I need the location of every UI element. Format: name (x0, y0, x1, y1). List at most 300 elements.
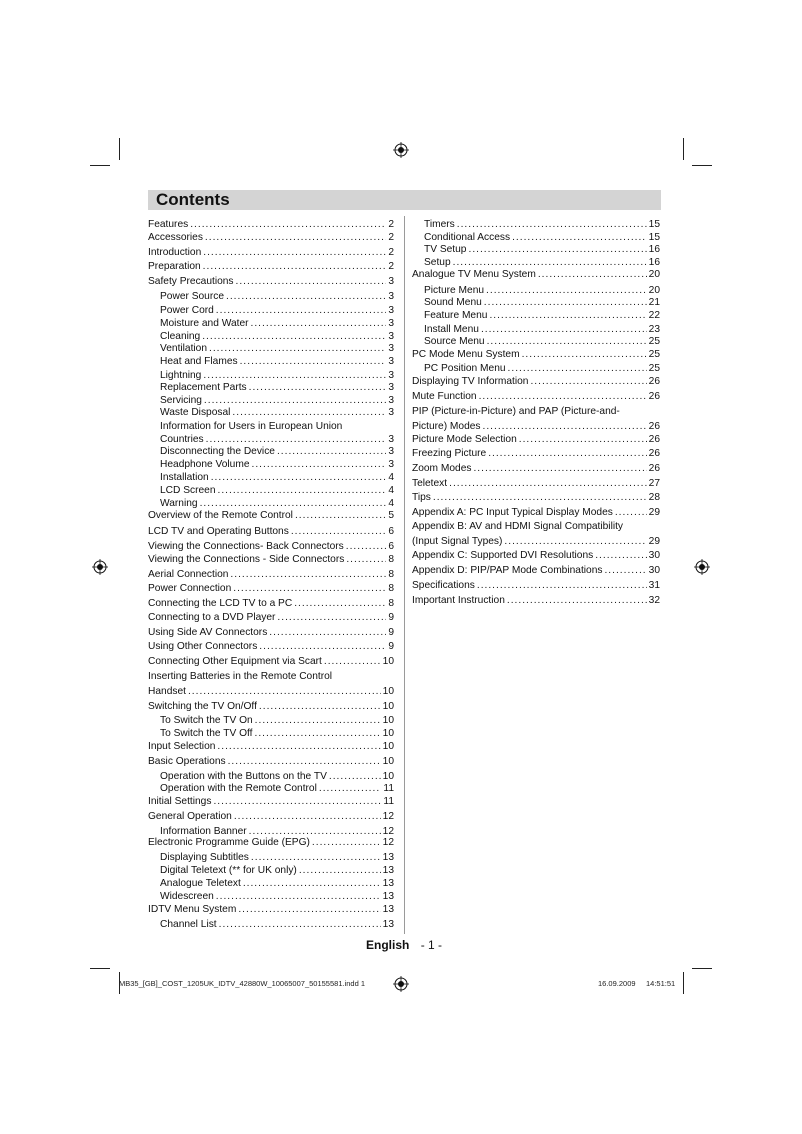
toc-entry-title: PC Mode Menu System (412, 349, 520, 360)
toc-entry (412, 521, 660, 533)
toc-entry-page: 28 (648, 492, 660, 503)
toc-entry-page: 3 (388, 446, 394, 457)
toc-entry-title: Servicing (160, 395, 202, 406)
toc-entry-title: PC Position Menu (424, 363, 506, 374)
toc-entry-title: LCD Screen (160, 485, 216, 496)
toc-entry-title: Digital Teletext (** for UK only) (160, 865, 297, 876)
toc-entry (412, 492, 660, 504)
toc-right-column (412, 217, 660, 617)
toc-entry (148, 370, 394, 382)
toc-entry (148, 498, 394, 510)
toc-entry-title: Appendix D: PIP/PAP Mode Combinations (412, 565, 603, 576)
toc-entry (148, 865, 394, 877)
toc-entry (412, 257, 660, 269)
toc-entry (148, 771, 394, 783)
toc-dot-leader (219, 919, 381, 931)
toc-entry (412, 310, 660, 322)
toc-entry-page: 20 (648, 269, 660, 280)
toc-dot-leader (504, 536, 646, 548)
toc-entry-page: 2 (388, 219, 394, 230)
toc-entry-title: Important Instruction (412, 595, 505, 606)
toc-entry (148, 811, 394, 823)
contents-heading-bar (148, 190, 661, 210)
toc-entry-page: 13 (382, 904, 394, 915)
toc-dot-leader (277, 612, 386, 624)
toc-entry (148, 919, 394, 931)
registration-mark-icon (694, 559, 710, 575)
crop-mark (692, 968, 712, 969)
toc-entry-title: Viewing the Connections - Side Connectors (148, 554, 345, 565)
toc-entry (148, 796, 394, 808)
toc-entry-page: 10 (382, 656, 394, 667)
toc-entry-title: To Switch the TV Off (160, 728, 253, 739)
toc-dot-leader (595, 550, 646, 562)
toc-entry (148, 291, 394, 303)
toc-entry-page: 9 (388, 627, 394, 638)
toc-entry (148, 671, 394, 683)
toc-entry-title: Analogue TV Menu System (412, 269, 536, 280)
toc-entry-page: 3 (388, 459, 394, 470)
toc-entry-title: Lightning (160, 370, 202, 381)
toc-entry (148, 656, 394, 668)
toc-entry-title: Waste Disposal (160, 407, 231, 418)
toc-dot-leader (468, 244, 646, 256)
toc-entry-page: 31 (648, 580, 660, 591)
toc-entry (412, 297, 660, 309)
toc-entry-page: 3 (388, 305, 394, 316)
toc-entry (148, 459, 394, 471)
toc-dot-leader (236, 276, 387, 288)
toc-dot-leader (324, 656, 381, 668)
toc-entry-title: Operation with the Remote Control (160, 783, 317, 794)
toc-entry (412, 406, 660, 418)
crop-mark (692, 165, 712, 166)
toc-dot-leader (209, 343, 386, 355)
toc-entry-page: 26 (648, 463, 660, 474)
toc-entry-title: Installation (160, 472, 209, 483)
toc-entry (412, 219, 660, 231)
toc-dot-leader (228, 756, 381, 768)
toc-entry (412, 421, 660, 433)
toc-entry-title: Picture Mode Selection (412, 434, 517, 445)
toc-entry-title: Connecting the LCD TV to a PC (148, 598, 293, 609)
toc-entry-page: 20 (648, 285, 660, 296)
toc-dot-leader (240, 356, 387, 368)
toc-entry-title: Introduction (148, 247, 202, 258)
toc-entry-title: Conditional Access (424, 232, 511, 243)
toc-entry-page: 16 (648, 257, 660, 268)
toc-entry (412, 244, 660, 256)
toc-entry-title: Tips (412, 492, 431, 503)
toc-dot-leader (251, 318, 387, 330)
toc-dot-leader (203, 370, 386, 382)
toc-entry-page: 8 (388, 569, 394, 580)
toc-dot-leader (312, 837, 381, 849)
toc-entry-title: Moisture and Water (160, 318, 249, 329)
toc-entry-title: Power Cord (160, 305, 214, 316)
toc-dot-leader (202, 331, 386, 343)
toc-entry (412, 536, 660, 548)
toc-dot-leader (481, 324, 647, 336)
toc-entry-title: Warning (160, 498, 198, 509)
toc-dot-leader (486, 285, 647, 297)
toc-entry-page: 9 (388, 641, 394, 652)
toc-dot-leader (319, 783, 382, 795)
toc-entry-page: 9 (388, 612, 394, 623)
toc-dot-leader (206, 434, 387, 446)
toc-entry-page: 11 (383, 783, 394, 794)
toc-entry-title: Install Menu (424, 324, 479, 335)
toc-entry-page: 3 (388, 276, 394, 287)
toc-dot-leader (238, 904, 380, 916)
toc-entry-page: 10 (382, 728, 394, 739)
footer-language: English (366, 938, 410, 952)
toc-dot-leader (204, 395, 386, 407)
toc-dot-leader (251, 852, 381, 864)
toc-entry (412, 391, 660, 403)
toc-entry-title: Operation with the Buttons on the TV (160, 771, 327, 782)
toc-entry (148, 356, 394, 368)
page-footer (366, 938, 442, 952)
toc-dot-leader (216, 891, 381, 903)
toc-entry-page: 3 (388, 343, 394, 354)
toc-dot-leader (291, 526, 387, 538)
crop-mark (90, 165, 110, 166)
toc-entry-title: Feature Menu (424, 310, 488, 321)
toc-entry (412, 285, 660, 297)
toc-entry-page: 23 (648, 324, 660, 335)
toc-dot-leader (512, 232, 647, 244)
toc-entry-page: 3 (388, 434, 394, 445)
toc-dot-leader (277, 446, 386, 458)
toc-entry-title: Power Source (160, 291, 224, 302)
toc-entry (148, 434, 394, 446)
toc-entry (148, 891, 394, 903)
toc-entry-page: 12 (382, 811, 394, 822)
toc-entry (148, 472, 394, 484)
toc-entry-page: 10 (382, 686, 394, 697)
toc-dot-leader (249, 382, 387, 394)
toc-entry-title: Appendix B: AV and HDMI Signal Compatibility (412, 521, 624, 532)
toc-entry-page: 22 (648, 310, 660, 321)
toc-entry-title: Switching the TV On/Off (148, 701, 257, 712)
toc-entry-title: Setup (424, 257, 451, 268)
toc-entry (148, 904, 394, 916)
toc-entry-title: Zoom Modes (412, 463, 472, 474)
toc-entry-page: 3 (388, 318, 394, 329)
toc-dot-leader (487, 336, 647, 348)
toc-entry (148, 510, 394, 522)
crop-mark (119, 138, 120, 160)
toc-dot-leader (188, 686, 381, 698)
toc-entry-title: Channel List (160, 919, 217, 930)
toc-entry-title: (Input Signal Types) (412, 536, 503, 547)
toc-entry (148, 318, 394, 330)
toc-entry (148, 331, 394, 343)
toc-entry (148, 686, 394, 698)
toc-dot-leader (200, 498, 387, 510)
toc-entry-page: 29 (648, 536, 660, 547)
toc-entry-page: 27 (648, 478, 660, 489)
toc-dot-leader (203, 247, 386, 259)
toc-entry-page: 13 (382, 865, 394, 876)
toc-dot-leader (203, 261, 387, 273)
toc-entry-page: 12 (382, 837, 394, 848)
toc-entry-page: 25 (648, 363, 660, 374)
toc-entry-title: Displaying Subtitles (160, 852, 249, 863)
toc-entry-page: 10 (382, 741, 394, 752)
toc-entry-title: Headphone Volume (160, 459, 250, 470)
toc-entry-title: Widescreen (160, 891, 214, 902)
toc-dot-leader (218, 485, 387, 497)
toc-entry-page: 10 (382, 715, 394, 726)
toc-entry-title: Connecting to a DVD Player (148, 612, 276, 623)
toc-entry-page: 13 (382, 852, 394, 863)
toc-entry-title: Specifications (412, 580, 475, 591)
toc-entry-page: 26 (648, 376, 660, 387)
toc-entry (412, 463, 660, 475)
toc-entry (148, 541, 394, 553)
toc-entry-page: 30 (648, 565, 660, 576)
toc-dot-leader (205, 232, 386, 244)
toc-dot-leader (233, 583, 386, 595)
toc-entry-page: 4 (388, 498, 394, 509)
toc-entry-page: 10 (382, 771, 394, 782)
toc-dot-leader (269, 627, 386, 639)
toc-dot-leader (538, 269, 647, 281)
toc-entry-title: Cleaning (160, 331, 201, 342)
toc-entry (148, 421, 394, 433)
toc-entry-title: Teletext (412, 478, 448, 489)
toc-dot-leader (433, 492, 647, 504)
toc-entry (148, 783, 394, 795)
toc-entry (148, 878, 394, 890)
toc-entry-title: Freezing Picture (412, 448, 487, 459)
toc-entry (412, 580, 660, 592)
crop-mark (90, 968, 110, 969)
toc-entry-title: Countries (160, 434, 204, 445)
toc-dot-leader (508, 363, 647, 375)
toc-entry-title: Information for Users in European Union (160, 421, 343, 432)
toc-entry (412, 507, 660, 519)
toc-entry (148, 569, 394, 581)
toc-entry (148, 627, 394, 639)
toc-entry-title: Using Other Connectors (148, 641, 258, 652)
toc-dot-leader (299, 865, 381, 877)
toc-entry (148, 728, 394, 740)
toc-entry-page: 8 (388, 554, 394, 565)
toc-entry-page: 26 (648, 421, 660, 432)
toc-entry-title: General Operation (148, 811, 232, 822)
toc-dot-leader (483, 421, 647, 433)
toc-dot-leader (488, 448, 646, 460)
toc-entry-title: Electronic Programme Guide (EPG) (148, 837, 310, 848)
toc-dot-leader (507, 595, 647, 607)
toc-dot-leader (254, 728, 380, 740)
toc-dot-leader (243, 878, 381, 890)
registration-mark-icon (92, 559, 108, 575)
toc-dot-leader (484, 297, 647, 309)
toc-entry-title: To Switch the TV On (160, 715, 253, 726)
toc-entry-title: IDTV Menu System (148, 904, 237, 915)
toc-dot-leader (479, 391, 647, 403)
toc-entry (412, 550, 660, 562)
toc-entry-page: 13 (382, 919, 394, 930)
toc-entry-page: 6 (388, 541, 394, 552)
toc-dot-leader (473, 463, 646, 475)
toc-dot-leader (211, 472, 387, 484)
toc-entry (412, 336, 660, 348)
toc-entry-title: Handset (148, 686, 186, 697)
toc-entry (412, 269, 660, 281)
toc-entry (412, 565, 660, 577)
toc-entry (148, 741, 394, 753)
toc-entry-page: 26 (648, 434, 660, 445)
toc-entry-title: Power Connection (148, 583, 232, 594)
toc-entry-page: 13 (382, 891, 394, 902)
toc-entry-title: Accessories (148, 232, 203, 243)
toc-entry-title: Mute Function (412, 391, 477, 402)
toc-entry (148, 583, 394, 595)
toc-entry-title: Features (148, 219, 189, 230)
toc-entry-page: 5 (388, 510, 394, 521)
toc-entry-title: Overview of the Remote Control (148, 510, 293, 521)
toc-entry-page: 16 (648, 244, 660, 255)
toc-dot-leader (449, 478, 647, 490)
toc-entry-page: 25 (648, 349, 660, 360)
toc-entry (148, 276, 394, 288)
toc-entry-page: 3 (388, 291, 394, 302)
toc-dot-leader (255, 715, 381, 727)
toc-entry (148, 343, 394, 355)
footer-page-number: - 1 - (420, 938, 443, 952)
toc-entry-title: Inserting Batteries in the Remote Control (148, 671, 333, 682)
toc-entry-page: 26 (648, 448, 660, 459)
toc-dot-leader (226, 291, 386, 303)
toc-dot-leader (457, 219, 647, 231)
toc-dot-leader (234, 811, 381, 823)
toc-entry (412, 363, 660, 375)
toc-dot-leader (346, 554, 386, 566)
toc-entry (148, 485, 394, 497)
toc-entry-title: Input Selection (148, 741, 216, 752)
toc-entry-page: 3 (388, 370, 394, 381)
toc-entry-title: Information Banner (160, 826, 247, 837)
toc-dot-leader (259, 701, 381, 713)
toc-entry (148, 407, 394, 419)
toc-entry-page: 2 (388, 261, 394, 272)
column-divider (404, 216, 405, 934)
toc-entry-title: Analogue Teletext (160, 878, 241, 889)
toc-entry-title: Source Menu (424, 336, 485, 347)
toc-dot-leader (230, 569, 386, 581)
toc-entry-title: Replacement Parts (160, 382, 247, 393)
toc-entry-page: 4 (388, 485, 394, 496)
toc-dot-leader (295, 510, 386, 522)
registration-mark-icon (393, 142, 409, 158)
toc-entry-page: 3 (388, 407, 394, 418)
toc-entry-title: Preparation (148, 261, 201, 272)
toc-entry-title: Ventilation (160, 343, 208, 354)
toc-entry (412, 448, 660, 460)
toc-left-column (148, 217, 394, 932)
toc-entry-title: Timers (424, 219, 455, 230)
toc-entry-page: 32 (648, 595, 660, 606)
toc-entry-page: 30 (648, 550, 660, 561)
toc-entry (148, 756, 394, 768)
slug-date: 16.09.2009 (598, 979, 636, 988)
toc-dot-leader (259, 641, 386, 653)
toc-dot-leader (604, 565, 646, 577)
toc-dot-leader (522, 349, 647, 361)
toc-dot-leader (252, 459, 387, 471)
toc-dot-leader (477, 580, 647, 592)
toc-entry-page: 8 (388, 598, 394, 609)
toc-entry-page: 13 (382, 878, 394, 889)
toc-entry-page: 2 (388, 232, 394, 243)
toc-entry-title: Disconnecting the Device (160, 446, 275, 457)
crop-mark (683, 972, 684, 994)
toc-entry-page: 3 (388, 356, 394, 367)
toc-entry-page: 29 (648, 507, 660, 518)
toc-entry-title: PIP (Picture-in-Picture) and PAP (Picture-and- (412, 406, 620, 417)
toc-entry (148, 852, 394, 864)
toc-dot-leader (489, 310, 646, 322)
toc-entry-title: Aerial Connection (148, 569, 229, 580)
toc-entry-title: Appendix A: PC Input Typical Display Modes (412, 507, 613, 518)
toc-entry-page: 3 (388, 382, 394, 393)
toc-dot-leader (216, 305, 387, 317)
toc-entry-page: 12 (382, 826, 394, 837)
toc-dot-leader (453, 257, 647, 269)
toc-entry-page: 26 (648, 391, 660, 402)
slug-time: 14:51:51 (646, 979, 676, 988)
crop-mark (683, 138, 684, 160)
toc-dot-leader (294, 598, 386, 610)
toc-entry (148, 701, 394, 713)
toc-dot-leader (615, 507, 647, 519)
toc-entry-page: 8 (388, 583, 394, 594)
toc-entry-page: 15 (648, 232, 660, 243)
slug-filename: MB35_[GB]_COST_1205UK_IDTV_42880W_10065007_50155581.indd 1 (119, 979, 366, 988)
toc-entry (148, 247, 394, 259)
toc-dot-leader (213, 796, 381, 808)
toc-entry-title: TV Setup (424, 244, 467, 255)
toc-entry-title: Picture) Modes (412, 421, 481, 432)
toc-entry-page: 3 (388, 395, 394, 406)
toc-entry (412, 349, 660, 361)
toc-entry-page: 2 (388, 247, 394, 258)
toc-entry (148, 395, 394, 407)
toc-entry (148, 612, 394, 624)
toc-dot-leader (346, 541, 387, 553)
toc-entry-page: 21 (648, 297, 660, 308)
toc-entry (148, 305, 394, 317)
toc-entry-page: 25 (648, 336, 660, 347)
toc-entry-title: Sound Menu (424, 297, 482, 308)
toc-entry-title: LCD TV and Operating Buttons (148, 526, 289, 537)
toc-entry (148, 554, 394, 566)
toc-entry-page: 6 (388, 526, 394, 537)
toc-entry (412, 324, 660, 336)
toc-entry (148, 837, 394, 849)
toc-entry (412, 478, 660, 490)
toc-entry (148, 219, 394, 231)
toc-entry-title: Initial Settings (148, 796, 212, 807)
toc-entry (148, 526, 394, 538)
toc-entry (412, 376, 660, 388)
toc-entry (148, 382, 394, 394)
